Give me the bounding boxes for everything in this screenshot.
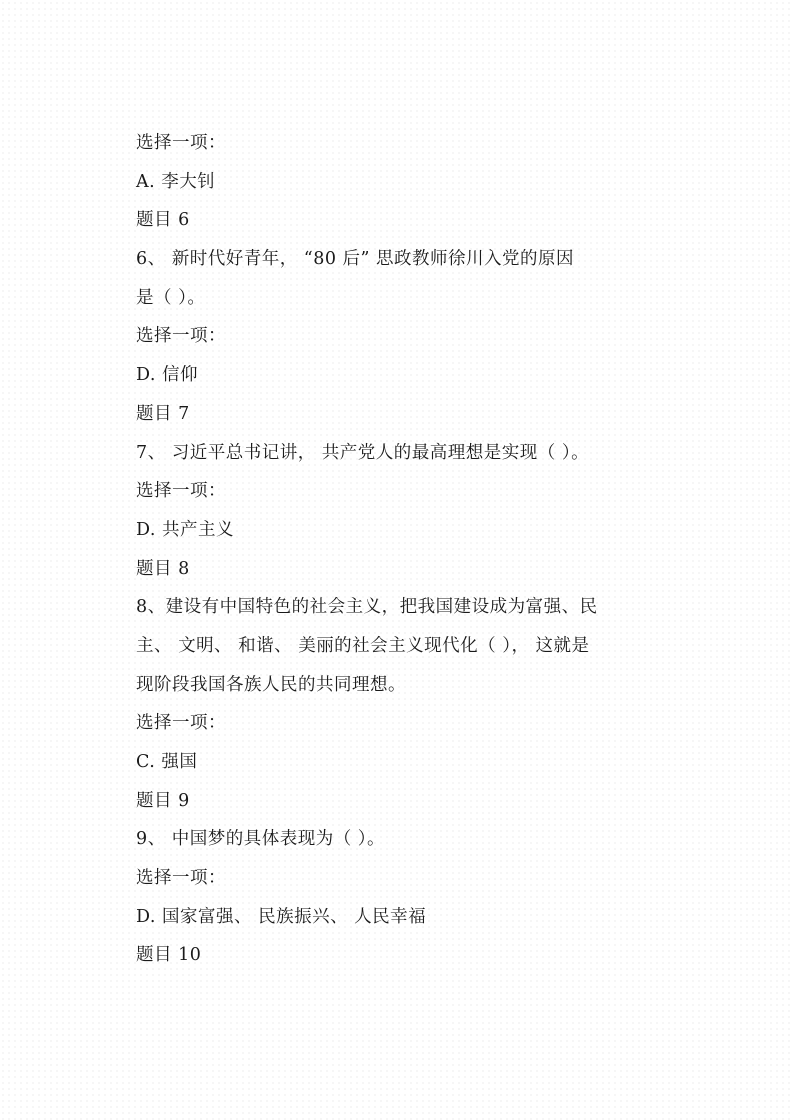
- choose-one-label: 选择一项：: [136, 133, 226, 153]
- answer-text: D. 共产主义: [136, 519, 235, 540]
- question-text: 6、 新时代好青年， “80 后” 思政教师徐川入党的原因: [136, 249, 575, 270]
- answer-text: C. 强国: [136, 752, 198, 772]
- question-text: 现阶段我国各族人民的共同理想。: [136, 674, 406, 695]
- answer-text: A. 李大钊: [136, 171, 216, 192]
- question-text: 8、建设有中国特色的社会主义，把我国建设成为富强、民: [136, 597, 598, 618]
- answer-text: D. 信仰: [136, 365, 199, 386]
- question-text: 主、 文明、 和谐、 美丽的社会主义现代化（ ）， 这就是: [136, 635, 590, 656]
- question-heading: 题目 8: [136, 558, 190, 579]
- question-heading: 题目 6: [136, 210, 190, 231]
- question-heading: 题目 9: [136, 790, 190, 811]
- question-text: 是（ ）。: [136, 287, 206, 308]
- choose-one-label: 选择一项：: [136, 326, 226, 347]
- answer-text: D. 国家富强、 民族振兴、 人民幸福: [136, 906, 427, 927]
- choose-one-label: 选择一项：: [136, 868, 226, 889]
- choose-one-label: 选择一项：: [136, 713, 226, 734]
- question-heading: 题目 7: [136, 403, 190, 424]
- question-text: 9、 中国梦的具体表现为（ ）。: [136, 829, 386, 850]
- choose-one-label: 选择一项：: [136, 481, 226, 502]
- quiz-content: [136, 124, 666, 975]
- question-heading: 题目 10: [136, 945, 202, 966]
- question-text: 7、 习近平总书记讲， 共产党人的最高理想是实现（ ）。: [136, 442, 590, 463]
